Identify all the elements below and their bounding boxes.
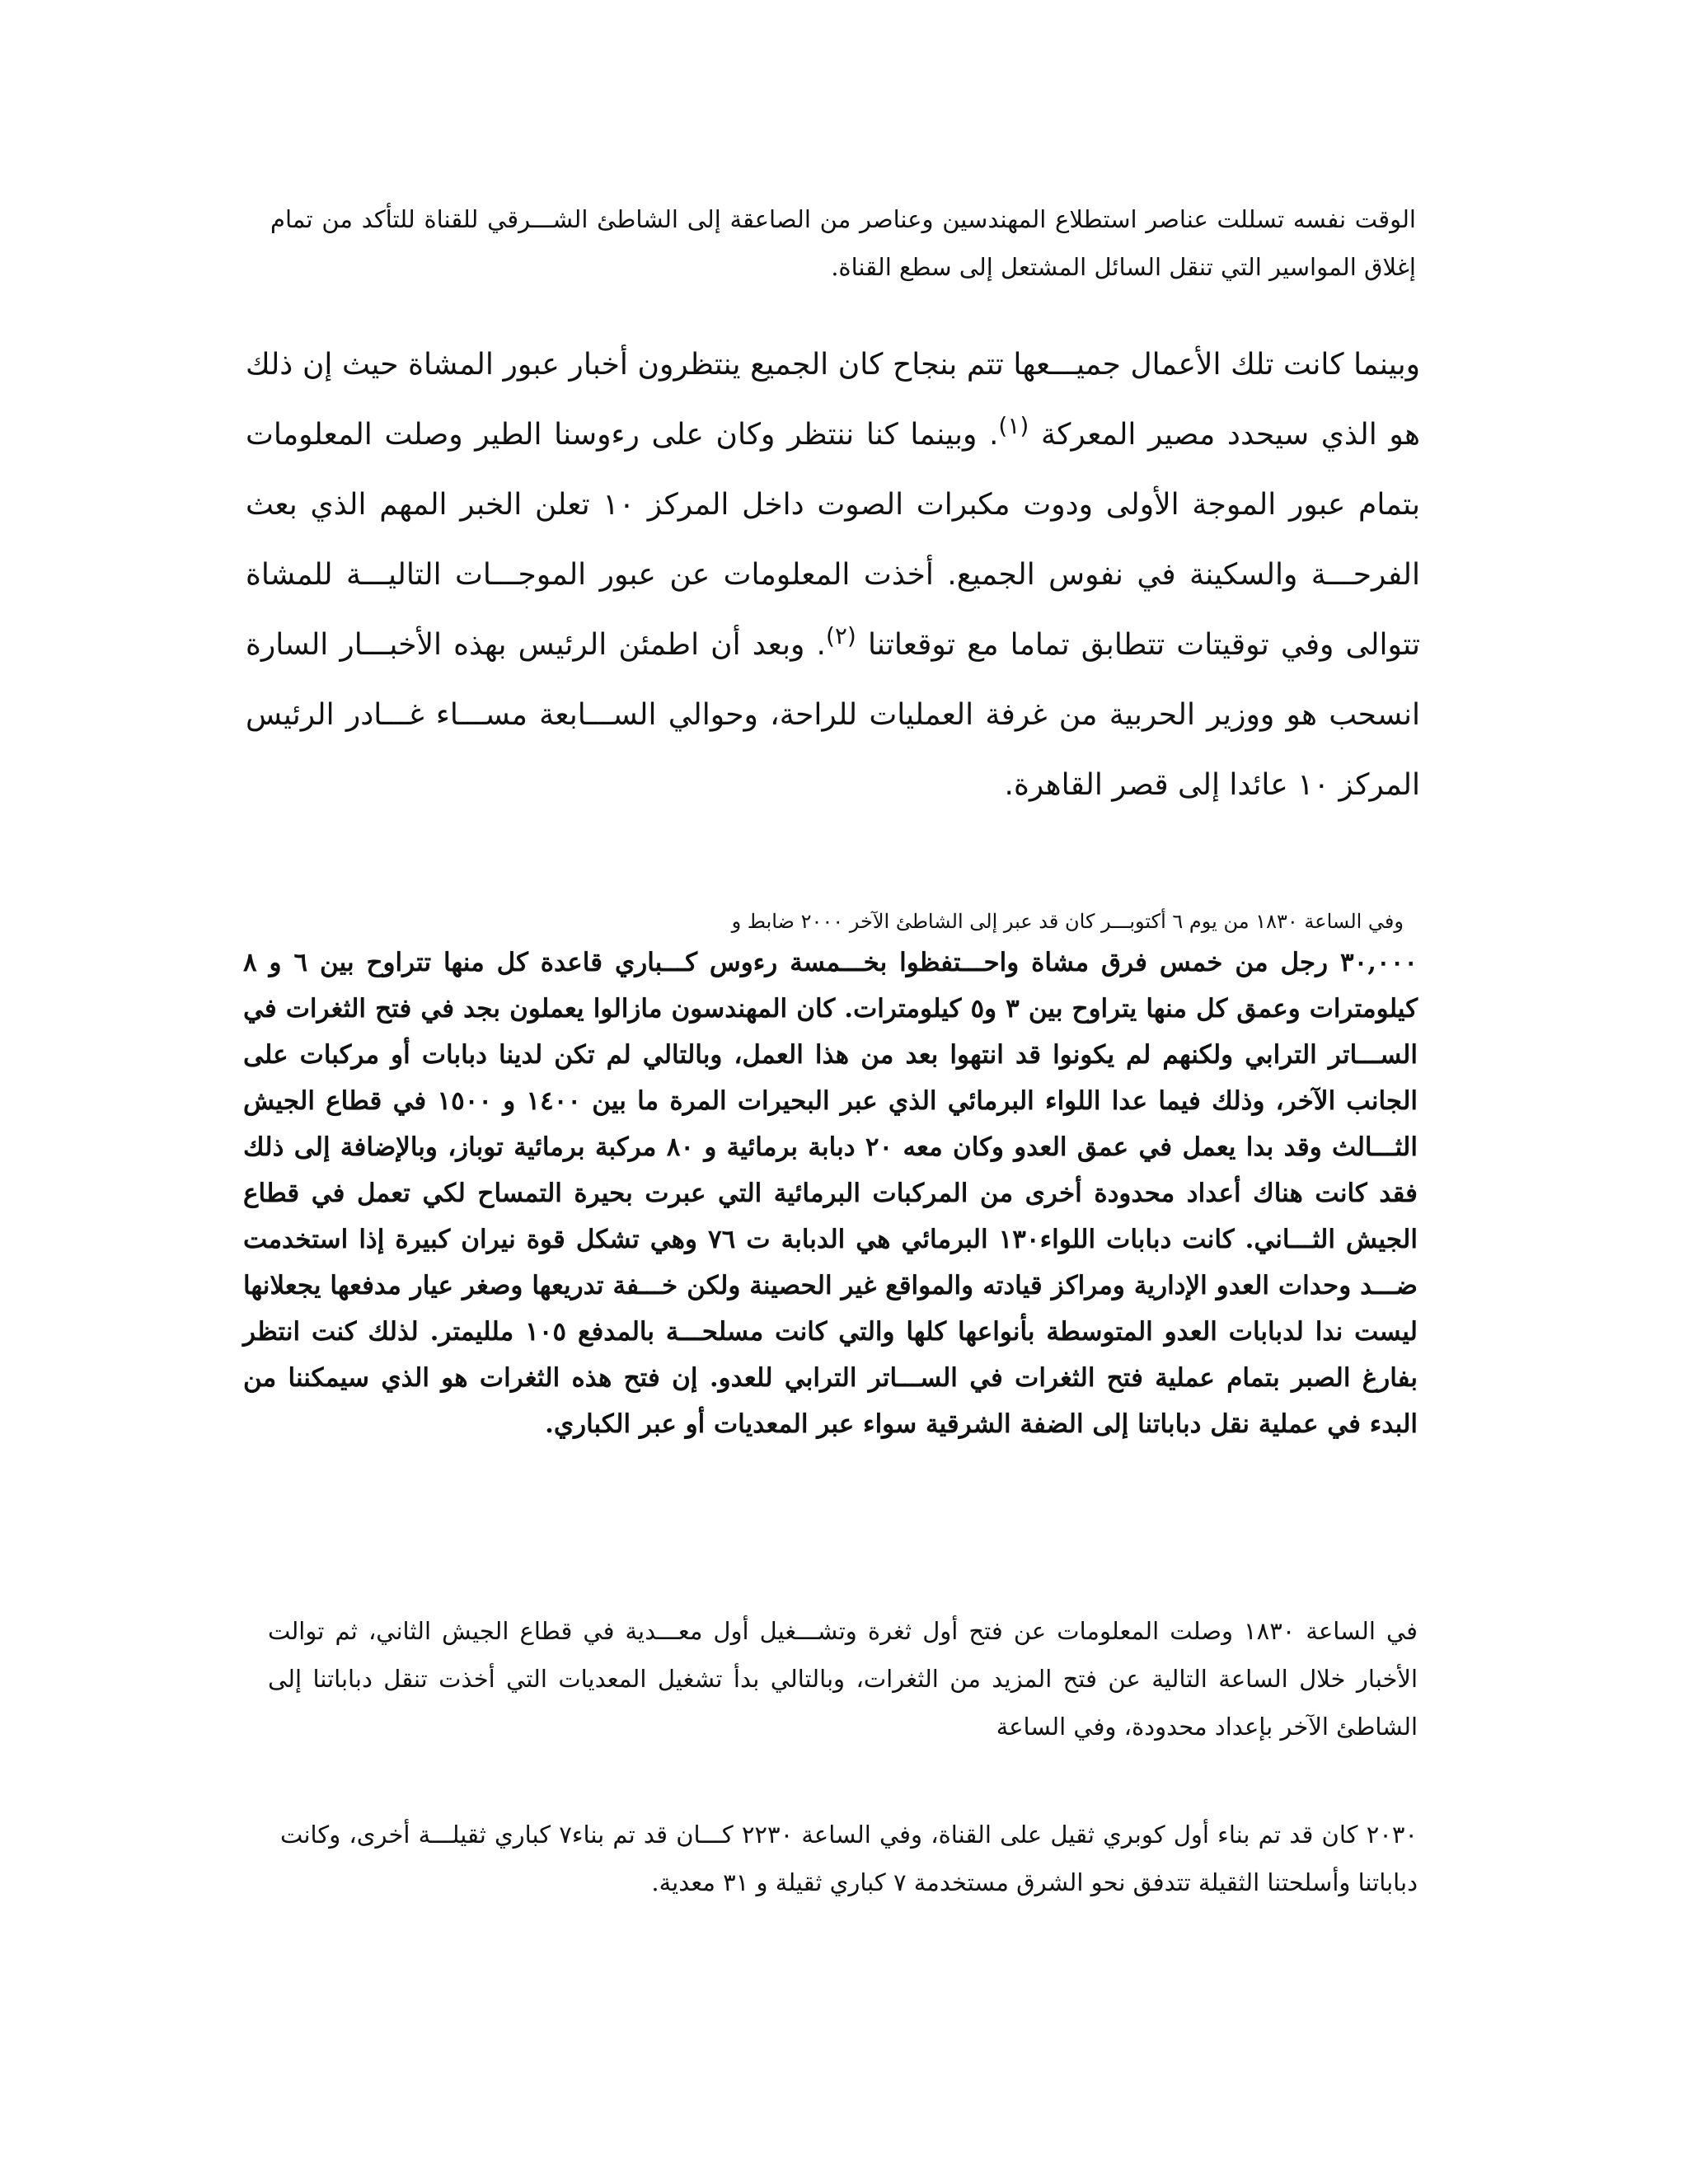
paragraph-waiting-news: [246, 330, 1420, 820]
paragraph-infiltration: الوقت نفسه تسللت عناصر استطلاع المهندسين وعناصر من الصاعقة إلى الشاطئ الشـــرقي للقناة للتأكد من تمام إغلاق المواسير التي تنقل السائل المشتعل إلى سطع القناة.: [270, 205, 1416, 281]
paragraph-text: . وبعد أن اطمئن الرئيس بهذه الأخبـــار السارة انسحب هو ووزير الحربية من غرفة العمليات للراحة، وحوالي الســـابعة مســـاء غـــادر الرئيس المركز ١٠ عائدا إلى قصر القاهرة.: [246, 628, 1420, 802]
footnote-marker[interactable]: (١): [998, 412, 1029, 439]
paragraph-crossing-forces: ٣٠,٠٠٠ رجل من خمس فرق مشاة واحـــتفظوا بخـــمسة رءوس كـــباري قاعدة كل منها تتراوح بين ٦ و ٨ كيلومترات وعمق كل منها يتراوح بين ٣ و٥ كيلومترات. كان المهندسون مازالوا يعملون بجد في فتح الثغرات في الســـاتر الترابي ولكنهم لم يكونوا قد انتهوا بعد من هذا العمل، وبالتالي لم تكن لدينا دبابات أو مركبات على الجانب الآخر، وذلك فيما عدا اللواء البرمائي الذي عبر البحيرات المرة ما بين ١٤٠٠ و ١٥٠٠ في قطاع الجيش الثـــالث وقد بدا يعمل في عمق العدو وكان معه ٢٠ دبابة برمائية و ٨٠ مركبة برمائية توباز، وبالإضافة إلى ذلك فقد كانت هناك أعداد محدودة أخرى من المركبات البرمائية التي عبرت بحيرة التمساح لكي تعمل في قطاع الجيش الثـــاني. كانت دبابات اللواء١٣٠ البرمائي هي الدبابة ت ٧٦ وهي تشكل قوة نيران كبيرة إذا استخدمت ضـــد وحدات العدو الإدارية ومراكز قيادته والمواقع غير الحصينة ولكن خـــفة تدريعها وصغر عيار مدفعها يجعلانها ليست ندا لدبابات العدو المتوسطة بأنواعها كلها والتي كانت مسلحـــة بالمدفع ١٠٥ ملليمتر. لذلك كنت انتظر بفارغ الصبر بتمام عملية فتح الثغرات في الســـاتر الترابي للعدو. إن فتح هذه الثغرات هو الذي سيمكننا من البدء في عملية نقل دباباتنا إلى الضفة الشرقية سواء عبر المعديات أو عبر الكباري.: [243, 948, 1418, 1439]
paragraph-text: . وبينما كنا ننتظر وكان على رءوسنا الطير وصلت المعلومات بتمام عبور الموجة الأولى ودوت مكبرات الصوت داخل المركز ١٠ تعلن الخبر المهم الذي بعث الفرحـــة والسكينة في نفوس الجميع. أخذت المعلومات عن عبور الموجـــات التاليـــة للمشاة تتوالى وفي توقيتات تتطابق تماما مع توقعاتنا: [246, 418, 1420, 662]
paragraph-bridges: ٢٠٣٠ كان قد تم بناء أول كوبري ثقيل على القناة، وفي الساعة ٢٢٣٠ كـــان قد تم بناء٧ كباري ثقيلـــة أخرى، وكانت دباباتنا وأسلحتنا الثقيلة تتدفق نحو الشرق مستخدمة ٧ كباري ثقيلة و ٣١ معدية.: [280, 1821, 1418, 1896]
footnote-marker[interactable]: (٢): [825, 622, 856, 649]
paragraph-breaches: في الساعة ١٨٣٠ وصلت المعلومات عن فتح أول ثغرة وتشـــغيل أول معـــدية في قطاع الجيش الثاني، ثم توالت الأخبار خلال الساعة التالية عن فتح المزيد من الثغرات، وبالتالي بدأ تشغيل المعديات التي أخذت تنقل دباباتنا إلى الشاطئ الآخر بإعداد محدودة، وفي الساعة: [268, 1617, 1418, 1741]
paragraph-text: وبينما كانت تلك الأعمال جميـــعها تتم بنجاح كان الجميع ينتظرون أخبار عبور المشاة حيث إن ذلك هو الذي سيحدد مصير المعركة: [246, 348, 1420, 452]
paragraph-crossing-intro: وفي الساعة ١٨٣٠ من يوم ٦ أكتوبـــر كان قد عبر إلى الشاطئ الآخر ٢٠٠٠ ضابط و: [731, 910, 1404, 933]
